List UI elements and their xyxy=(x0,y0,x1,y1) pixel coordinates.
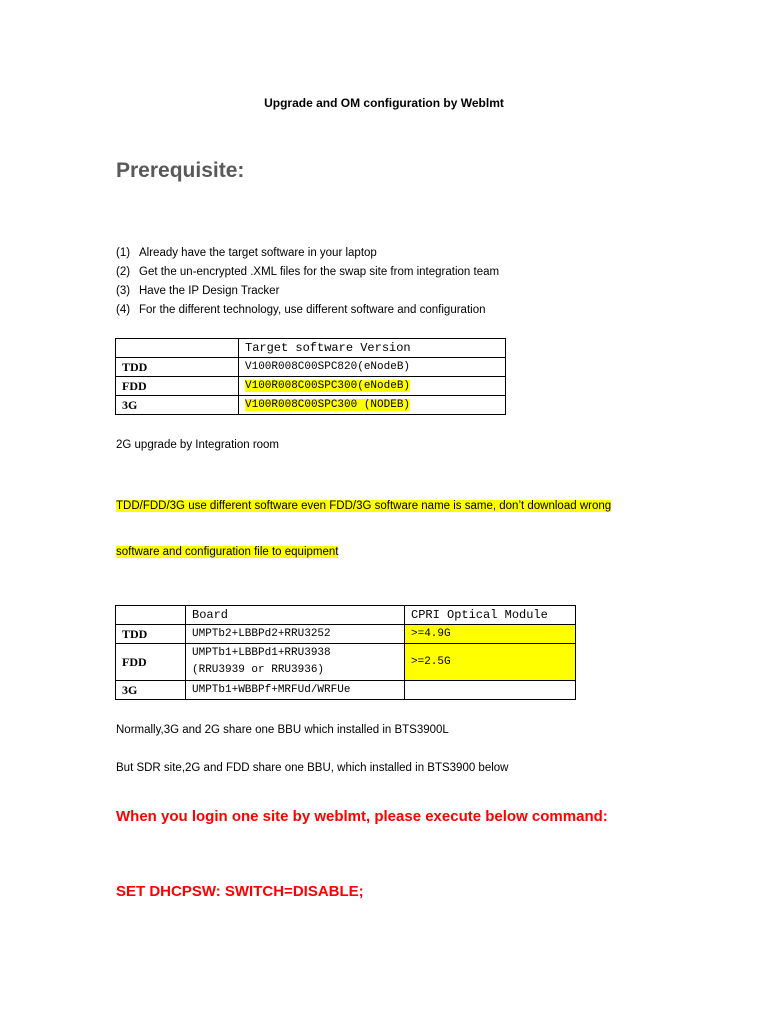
table-header-cell: CPRI Optical Module xyxy=(405,606,576,625)
bbu-paragraph-2: But SDR site,2G and FDD share one BBU, which installed in BTS3900 below xyxy=(116,762,509,774)
list-item xyxy=(116,301,499,320)
list-item xyxy=(116,263,499,282)
table-row xyxy=(116,644,576,681)
version-text: V100R008C00SPC820(eNodeB) xyxy=(245,361,411,373)
table-row xyxy=(116,396,506,415)
list-item-number: (4) xyxy=(116,304,131,316)
list-item-text: Have the IP Design Tracker xyxy=(139,285,280,297)
version-cell xyxy=(239,396,506,415)
tech-cell: TDD xyxy=(116,358,239,377)
table-header-row xyxy=(116,339,506,358)
list-item-text: For the different technology, use different software and configuration xyxy=(139,304,486,316)
list-item xyxy=(116,282,499,301)
version-text: V100R008C00SPC300(eNodeB) xyxy=(245,380,411,392)
tech-cell: 3G xyxy=(116,396,239,415)
list-item-number: (1) xyxy=(116,247,131,259)
table-row xyxy=(116,681,576,700)
board-table xyxy=(115,605,576,700)
table-header-row xyxy=(116,606,576,625)
document-title: Upgrade and OM configuration by Weblmt xyxy=(264,96,504,110)
software-version-table xyxy=(115,338,506,415)
warning-text: software and configuration file to equipment xyxy=(116,546,339,558)
board-line: UMPTb1+LBBPd1+RRU3938 xyxy=(192,647,331,659)
table-header-cell xyxy=(116,339,239,358)
warning-text: TDD/FDD/3G use different software even FDD/3G software name is same, don’t download wrong xyxy=(116,500,612,512)
list-item-number: (2) xyxy=(116,266,131,278)
table-header-cell: Target software Version xyxy=(239,339,506,358)
warning-line-2 xyxy=(116,546,338,558)
warning-line-1 xyxy=(116,500,611,512)
board-line: (RRU3939 or RRU3936) xyxy=(192,664,325,676)
board-cell xyxy=(186,644,405,681)
table-header-cell xyxy=(116,606,186,625)
tech-cell: 3G xyxy=(116,681,186,700)
list-item xyxy=(116,244,499,263)
prerequisite-list xyxy=(116,244,499,320)
table-row xyxy=(116,377,506,396)
version-text: V100R008C00SPC300 (NODEB) xyxy=(245,399,411,411)
board-cell: UMPTb1+WBBPf+MRFUd/WRFUe xyxy=(186,681,405,700)
bbu-paragraph-1: Normally,3G and 2G share one BBU which installed in BTS3900L xyxy=(116,724,449,736)
table-row xyxy=(116,625,576,644)
tech-cell: TDD xyxy=(116,625,186,644)
prerequisite-heading: Prerequisite: xyxy=(116,159,245,182)
module-cell xyxy=(405,681,576,700)
tech-cell: FDD xyxy=(116,377,239,396)
list-item-number: (3) xyxy=(116,285,131,297)
tech-cell: FDD xyxy=(116,644,186,681)
module-cell: >=2.5G xyxy=(405,644,576,681)
list-item-text: Already have the target software in your laptop xyxy=(139,247,377,259)
version-cell xyxy=(239,377,506,396)
table-header-cell: Board xyxy=(186,606,405,625)
note-2g-upgrade: 2G upgrade by Integration room xyxy=(116,439,280,451)
command-text: SET DHCPSW: SWITCH=DISABLE; xyxy=(116,883,364,900)
version-cell xyxy=(239,358,506,377)
module-cell: >=4.9G xyxy=(405,625,576,644)
login-instruction: When you login one site by weblmt, please execute below command: xyxy=(116,808,608,825)
table-row xyxy=(116,358,506,377)
board-cell: UMPTb2+LBBPd2+RRU3252 xyxy=(186,625,405,644)
list-item-text: Get the un-encrypted .XML files for the swap site from integration team xyxy=(139,266,500,278)
